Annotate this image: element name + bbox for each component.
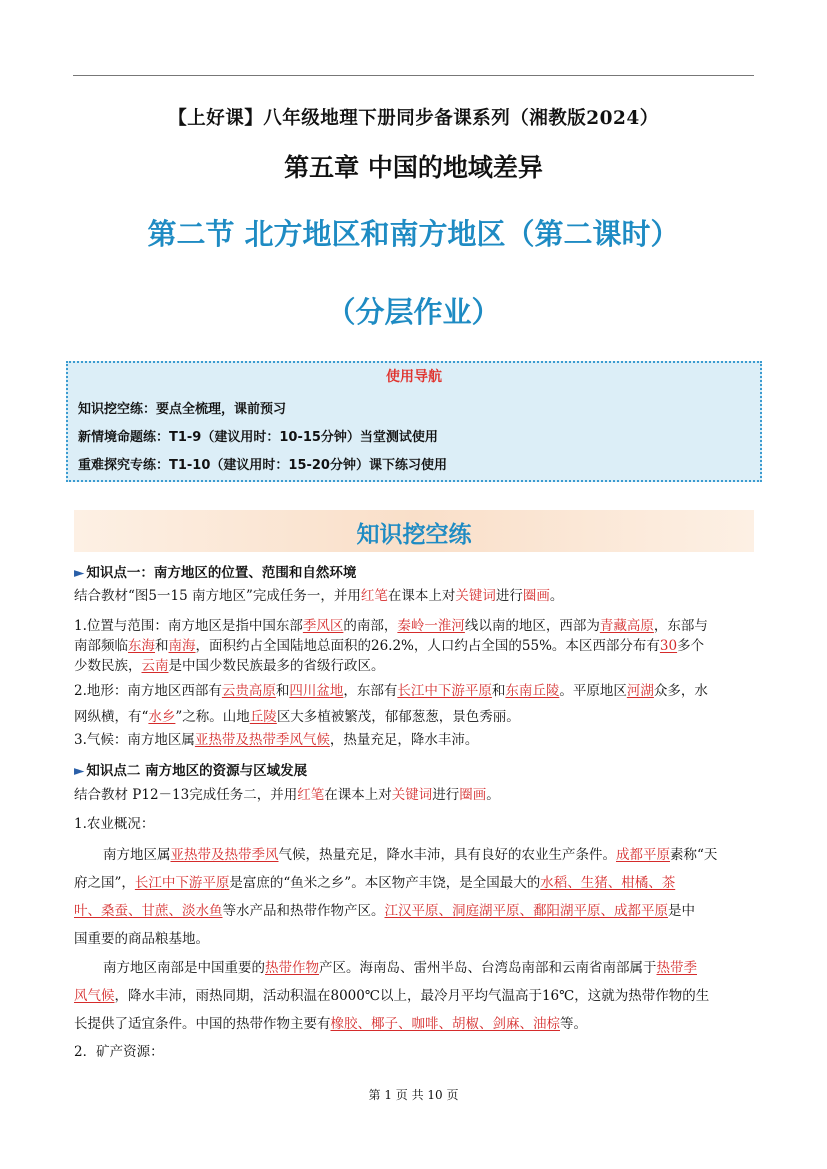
assignment-subtitle: （分层作业） — [326, 295, 501, 329]
kp1-paragraph-1-line-3: 少数民族，云南是中国少数民族最多的省级行政区。 — [74, 658, 385, 674]
series-title: 【上好课】八年级地理下册同步备课系列（湘教版2024） — [168, 108, 659, 129]
agriculture-para-1-line-4: 国重要的商品粮基地。 — [74, 931, 209, 947]
knowledge-point-1-heading — [74, 561, 356, 581]
kp1-task-line: 结合教材“图5一15 南方地区”完成任务一，并用红笔在课本上对关键词进行圈画。 — [74, 588, 564, 604]
kp1-paragraph-3: 3.气候：南方地区属亚热带及热带季风气候，热量充足，降水丰沛。 — [74, 732, 479, 748]
kp2-heading-text: 知识点二 南方地区的资源与区域发展 — [86, 763, 308, 779]
mineral-title: 2．矿产资源： — [74, 1044, 164, 1060]
agriculture-para-1-line-2: 府之国”，长江中下游平原是富庶的“鱼米之乡”。本区物产丰饶，是全国最大的水稻、生猪、柑橘、茶 — [74, 875, 676, 891]
agriculture-para-2-line-3: 长提供了适宜条件。中国的热带作物主要有橡胶、椰子、咖啡、胡椒、剑麻、油棕等。 — [74, 1016, 587, 1032]
usage-guide-box — [66, 361, 762, 482]
agriculture-para-2-line-2: 风气候，降水丰沛，雨热同期，活动积温在8000℃以上，最冷月平均气温高于16℃，这就为热带作物的生 — [74, 988, 710, 1004]
header-rule — [73, 75, 754, 76]
kp1-heading-text: 知识点一：南方地区的位置、范围和自然环境 — [86, 565, 357, 581]
knowledge-point-2-heading — [74, 759, 307, 779]
kp1-paragraph-2-line-2: 网纵横，有“水乡”之称。山地丘陵区大多植被繁茂，郁郁葱葱，景色秀丽。 — [74, 709, 520, 725]
agriculture-title: 1.农业概况： — [74, 816, 155, 832]
triangle-bullet-icon: ► — [74, 763, 85, 779]
banner-title: 知识挖空练 — [356, 522, 472, 548]
section-title: 第二节 北方地区和南方地区（第二课时） — [147, 217, 680, 251]
kp1-paragraph-1-line-2: 南部频临东海和南海，面积约占全国陆地总面积的26.2%，人口约占全国的55%。本区西部分布有30多个 — [74, 638, 705, 654]
agriculture-para-1-line-1: 南方地区属亚热带及热带季风气候，热量充足，降水丰沛，具有良好的农业生产条件。成都平原素称“天 — [103, 847, 718, 863]
guide-line-3: 重难探究专练：T1-10（建议用时：15-20分钟）课下练习使用 — [78, 458, 447, 473]
triangle-bullet-icon: ► — [74, 565, 85, 581]
agriculture-para-1-line-3: 叶、桑蚕、甘蔗、淡水鱼等水产品和热带作物产区。江汉平原、洞庭湖平原、鄱阳湖平原、成都平原是中 — [74, 903, 695, 919]
page-footer: 第 1 页 共 10 页 — [368, 1088, 459, 1102]
guide-line-1: 知识挖空练：要点全梳理，课前预习 — [78, 402, 287, 417]
agriculture-para-2-line-1: 南方地区南部是中国重要的热带作物产区。海南岛、雷州半岛、台湾岛南部和云南省南部属于热带季 — [103, 960, 697, 976]
chapter-title: 第五章 中国的地域差异 — [284, 153, 543, 182]
usage-guide-title: 使用导航 — [386, 369, 442, 385]
kp1-paragraph-2-line-1: 2.地形：南方地区西部有云贵高原和四川盆地，东部有长江中下游平原和东南丘陵。平原地区河湖众多，水 — [74, 683, 708, 699]
kp2-task-line: 结合教材 P12－13完成任务二，并用红笔在课本上对关键词进行圈画。 — [74, 787, 500, 803]
guide-line-2: 新情境命题练：T1-9（建议用时：10-15分钟）当堂测试使用 — [78, 430, 438, 445]
kp1-paragraph-1-line-1: 1.位置与范围：南方地区是指中国东部季风区的南部，秦岭一淮河线以南的地区，西部为青藏高原，东部与 — [74, 618, 708, 634]
section-banner — [74, 510, 754, 552]
